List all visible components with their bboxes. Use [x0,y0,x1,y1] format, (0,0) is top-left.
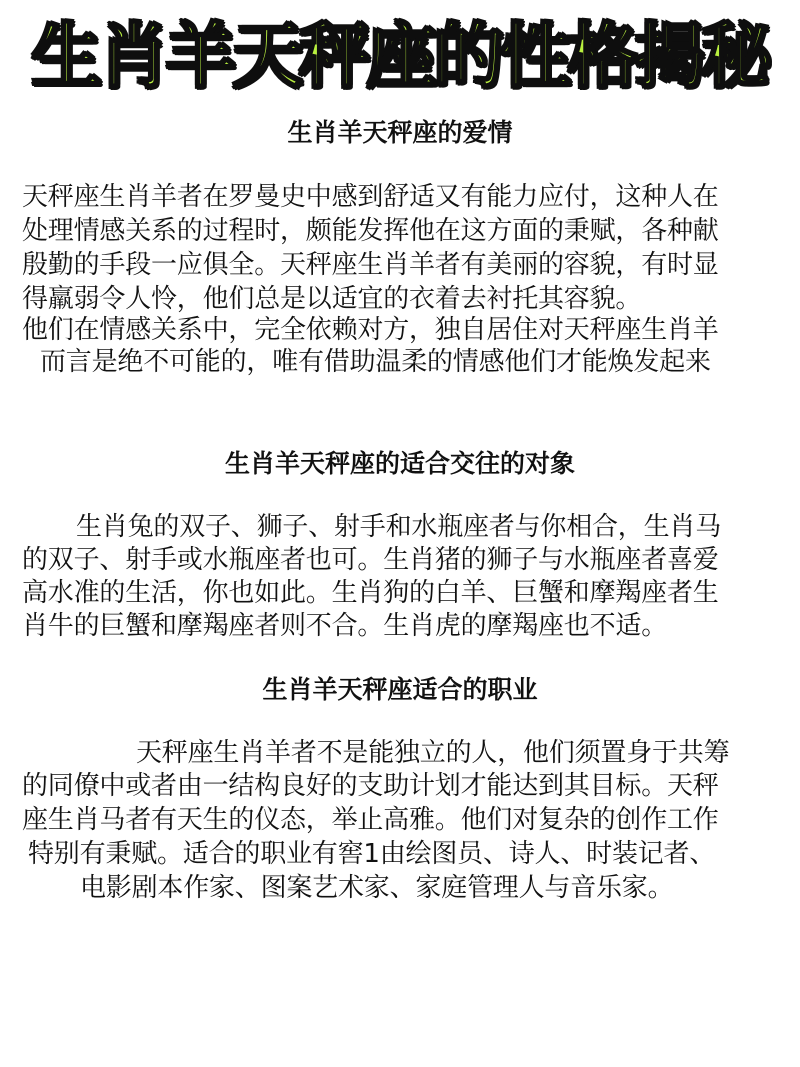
section-heading-career: 生肖羊天秤座适合的职业 [262,675,538,704]
paragraph-line: 高水准的生活，你也如此。生肖狗的白羊、巨蟹和摩羯座者生 [22,578,719,608]
section-heading-match: 生肖羊天秤座的适合交往的对象 [224,449,575,478]
paragraph-line: 处理情感关系的过程时，颇能发挥他在这方面的秉赋，各种献 [22,216,719,246]
section-heading-love: 生肖羊天秤座的爱情 [287,118,513,147]
paragraph-line: 电影剧本作家、图案艺术家、家庭管理人与音乐家。 [80,873,674,903]
paragraph-line: 生肖兔的双子、狮子、射手和水瓶座者与你相合，生肖马 [76,512,722,542]
paragraph-line: 的同僚中或者由一结构良好的支助计划才能达到其目标。天秤 [22,771,719,801]
paragraph-line: 的双子、射手或水瓶座者也可。生肖猪的狮子与水瓶座者喜爱 [22,545,719,575]
paragraph-line: 他们在情感关系中，完全依赖对方，独自居住对天秤座生肖羊 [22,315,719,345]
paragraph-line: 肖牛的巨蟹和摩羯座者则不合。生肖虎的摩羯座也不适。 [22,611,668,641]
page-banner-title: 生肖羊天秤座的性格揭秘 [31,15,769,97]
paragraph-line: 而言是绝不可能的，唯有借助温柔的情感他们才能焕发起来 [40,347,711,377]
paragraph-line: 座生肖马者有天生的仪态，举止高雅。他们对复杂的创作工作 [22,805,719,835]
paragraph-line: 天秤座生肖羊者在罗曼史中感到舒适又有能力应付，这种人在 [22,182,719,212]
paragraph-line: 天秤座生肖羊者不是能独立的人，他们须置身于共筹 [136,738,730,768]
paragraph-line: 特别有秉赋。适合的职业有窖1由绘图员、诗人、时装记者、 [28,839,716,869]
paragraph-line: 得羸弱令人怜，他们总是以适宜的衣着去衬托其容貌。 [22,284,642,314]
paragraph-line: 殷勤的手段一应俱全。天秤座生肖羊者有美丽的容貌，有时显 [22,250,719,280]
